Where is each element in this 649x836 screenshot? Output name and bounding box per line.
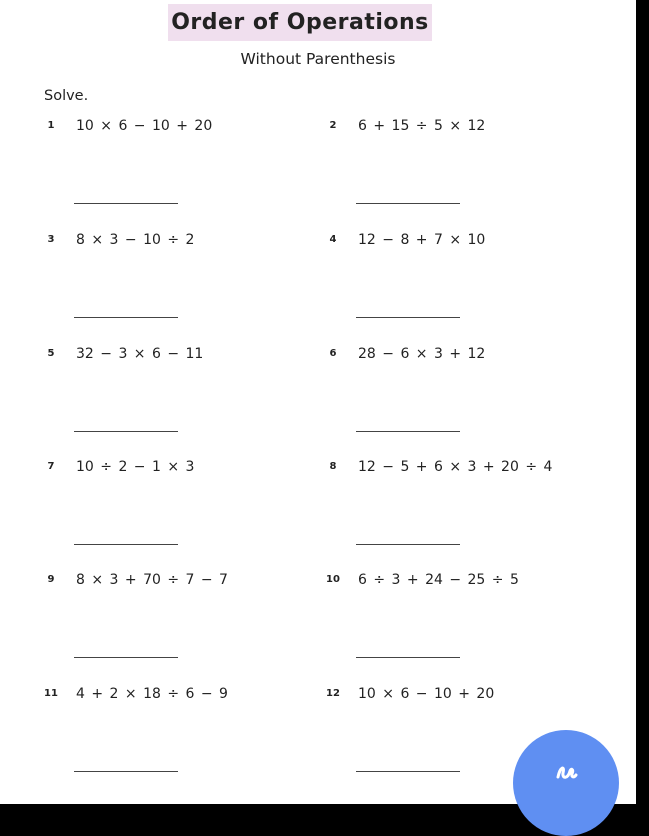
answer-line[interactable] bbox=[356, 544, 460, 545]
problem-7 bbox=[44, 461, 314, 561]
answer-line[interactable] bbox=[356, 317, 460, 318]
problem-3 bbox=[44, 234, 314, 334]
answer-line[interactable] bbox=[74, 771, 178, 772]
problem-number: 1 bbox=[47, 120, 55, 131]
answer-line[interactable] bbox=[74, 544, 178, 545]
problem-8 bbox=[326, 461, 596, 561]
answer-line[interactable] bbox=[356, 431, 460, 432]
problem-number: 5 bbox=[47, 348, 55, 359]
problem-number: 8 bbox=[329, 461, 337, 472]
problem-number: 7 bbox=[47, 461, 55, 472]
problem-5 bbox=[44, 348, 314, 448]
page-subtitle: Without Parenthesis bbox=[240, 50, 396, 68]
answer-line[interactable] bbox=[356, 771, 460, 772]
problem-expression: 12 − 8 + 7 × 10 bbox=[358, 232, 486, 248]
problem-10 bbox=[326, 574, 596, 674]
problem-4 bbox=[326, 234, 596, 334]
edit-fab-button[interactable] bbox=[513, 730, 619, 836]
problem-2 bbox=[326, 120, 596, 220]
problem-expression: 10 ÷ 2 − 1 × 3 bbox=[76, 459, 195, 475]
edit-squiggle-icon bbox=[553, 761, 579, 791]
problem-expression: 28 − 6 × 3 + 12 bbox=[358, 346, 486, 362]
problem-1 bbox=[44, 120, 314, 220]
problem-expression: 6 + 15 ÷ 5 × 12 bbox=[358, 118, 486, 134]
answer-line[interactable] bbox=[356, 203, 460, 204]
problem-number: 10 bbox=[326, 574, 340, 585]
title-banner bbox=[168, 4, 432, 41]
page-title: Order of Operations bbox=[171, 10, 429, 35]
answer-line[interactable] bbox=[74, 431, 178, 432]
problem-9 bbox=[44, 574, 314, 674]
answer-line[interactable] bbox=[74, 203, 178, 204]
problem-expression: 4 + 2 × 18 ÷ 6 − 9 bbox=[76, 686, 228, 702]
problem-number: 9 bbox=[47, 574, 55, 585]
answer-line[interactable] bbox=[74, 657, 178, 658]
problem-expression: 6 ÷ 3 + 24 − 25 ÷ 5 bbox=[358, 572, 519, 588]
problem-expression: 12 − 5 + 6 × 3 + 20 ÷ 4 bbox=[358, 459, 553, 475]
problem-number: 12 bbox=[326, 688, 340, 699]
problem-expression: 32 − 3 × 6 − 11 bbox=[76, 346, 204, 362]
answer-line[interactable] bbox=[74, 317, 178, 318]
problem-expression: 10 × 6 − 10 + 20 bbox=[76, 118, 213, 134]
answer-line[interactable] bbox=[356, 657, 460, 658]
problem-expression: 8 × 3 + 70 ÷ 7 − 7 bbox=[76, 572, 228, 588]
problem-number: 6 bbox=[329, 348, 337, 359]
problem-expression: 8 × 3 − 10 ÷ 2 bbox=[76, 232, 195, 248]
problem-number: 11 bbox=[44, 688, 58, 699]
problem-11 bbox=[44, 688, 314, 788]
problem-expression: 10 × 6 − 10 + 20 bbox=[358, 686, 495, 702]
instruction-text: Solve. bbox=[44, 88, 89, 104]
problem-number: 4 bbox=[329, 234, 337, 245]
problem-number: 3 bbox=[47, 234, 55, 245]
problem-6 bbox=[326, 348, 596, 448]
problem-number: 2 bbox=[329, 120, 337, 131]
